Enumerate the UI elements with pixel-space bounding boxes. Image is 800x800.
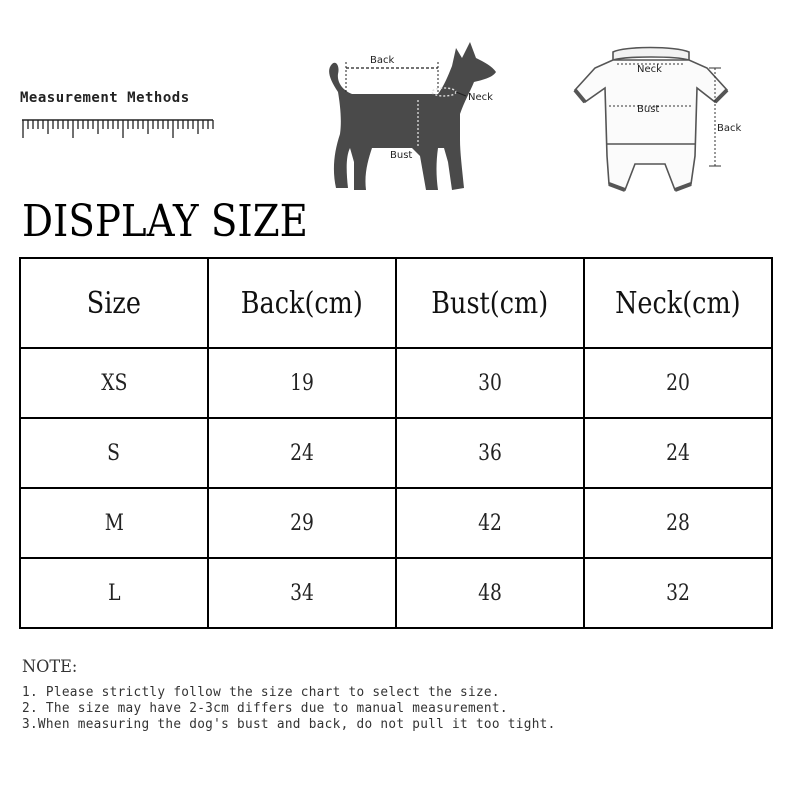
- measurement-methods: [20, 90, 235, 146]
- cell-size: M: [20, 488, 208, 558]
- cell-size: XS: [20, 348, 208, 418]
- header-neck: Neck(cm): [584, 258, 772, 348]
- cell-back: 24: [208, 418, 396, 488]
- table-row: [20, 348, 772, 418]
- cell-back: 34: [208, 558, 396, 628]
- measurement-methods-title: Measurement Methods: [20, 90, 190, 106]
- clothes-measurement-illustration: [565, 38, 750, 208]
- table-row: [20, 558, 772, 628]
- cell-bust: 36: [396, 418, 584, 488]
- table-row: [20, 418, 772, 488]
- note-line-1: 1. Please strictly follow the size chart to select the size.: [22, 685, 500, 700]
- notes-heading: NOTE:: [22, 657, 78, 677]
- dog-measurement-illustration: [320, 30, 505, 200]
- header-size: Size: [20, 258, 208, 348]
- cell-size: S: [20, 418, 208, 488]
- dog-bust-label: Bust: [390, 150, 413, 161]
- page-title: DISPLAY SIZE: [22, 196, 308, 247]
- dog-neck-label: Neck: [468, 92, 493, 103]
- cell-back: 19: [208, 348, 396, 418]
- cell-neck: 32: [584, 558, 772, 628]
- dog-silhouette-icon: [329, 42, 496, 190]
- cell-back: 29: [208, 488, 396, 558]
- cell-bust: 42: [396, 488, 584, 558]
- table-header-row: [20, 258, 772, 348]
- cell-bust: 30: [396, 348, 584, 418]
- notes-section: [22, 657, 782, 733]
- header-bust: Bust(cm): [396, 258, 584, 348]
- cell-neck: 28: [584, 488, 772, 558]
- note-line-2: 2. The size may have 2-3cm differs due to manual measurement.: [22, 701, 508, 716]
- cell-bust: 48: [396, 558, 584, 628]
- clothes-back-label: Back: [717, 123, 742, 134]
- note-line-3: 3.When measuring the dog's bust and back, do not pull it too tight.: [22, 717, 556, 732]
- clothes-neck-label: Neck: [637, 64, 662, 75]
- header-back: Back(cm): [208, 258, 396, 348]
- size-table: [19, 257, 773, 629]
- table-row: [20, 488, 772, 558]
- cell-neck: 20: [584, 348, 772, 418]
- cell-size: L: [20, 558, 208, 628]
- cell-neck: 24: [584, 418, 772, 488]
- clothes-bust-label: Bust: [637, 104, 660, 115]
- dog-back-label: Back: [370, 55, 395, 66]
- ruler-icon: [20, 116, 215, 142]
